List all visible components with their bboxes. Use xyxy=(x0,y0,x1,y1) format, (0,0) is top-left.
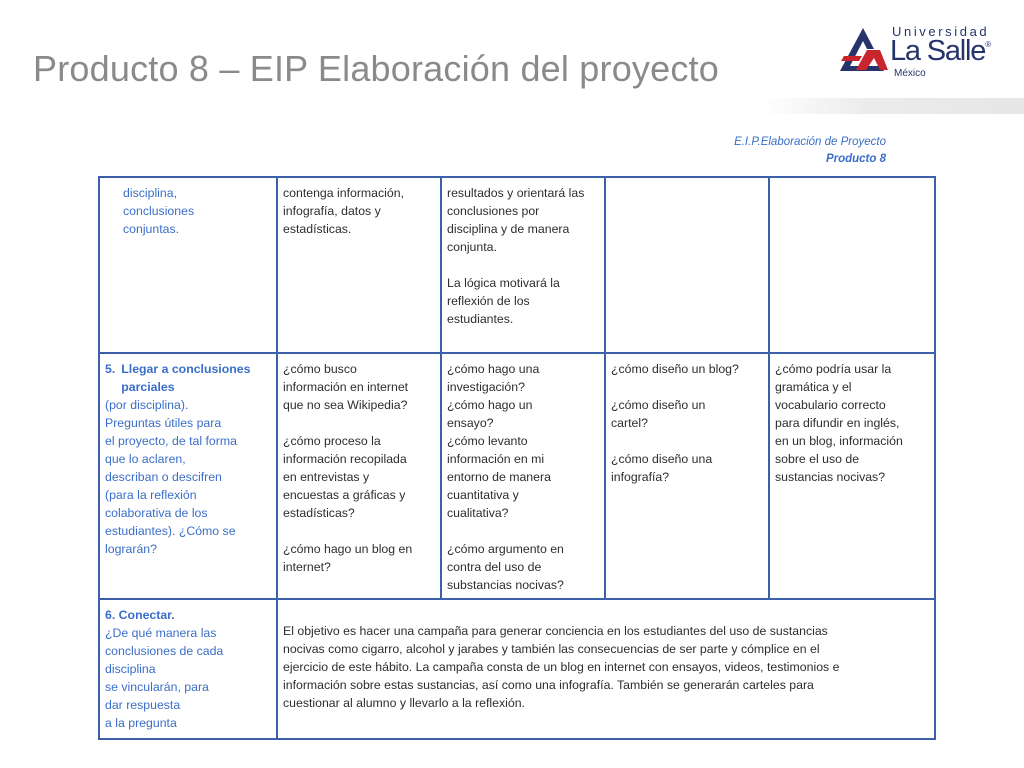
table-cell xyxy=(441,353,605,599)
decorative-band xyxy=(760,98,1024,114)
scanned-document xyxy=(82,116,942,748)
cell-text: disciplina, conclusiones conjuntas. xyxy=(123,186,195,236)
cell-text: ¿cómo proceso la información recopilada en entrevistas y encuestas a gráficas y estadísticas? xyxy=(283,434,407,520)
table-row xyxy=(99,599,935,739)
section-heading xyxy=(105,360,271,396)
table-cell xyxy=(99,353,277,599)
table-cell xyxy=(769,353,935,599)
logo-university-label: Universidad xyxy=(892,24,990,39)
table-cell xyxy=(441,177,605,353)
project-table xyxy=(98,176,936,740)
cell-text: ¿cómo diseño un blog? xyxy=(611,362,739,376)
document-header-title: E.I.P.Elaboración de Proyecto xyxy=(734,136,886,148)
section-heading: 6. Conectar. xyxy=(105,608,175,622)
cell-text: La lógica motivará la reflexión de los estudiantes. xyxy=(447,276,560,326)
section-number: 5. xyxy=(105,362,116,376)
table-cell xyxy=(605,353,769,599)
table-row xyxy=(99,353,935,599)
cell-text: ¿cómo argumento en contra del uso de substancias nocivas? xyxy=(447,542,564,592)
cell-text: ¿cómo busco información en internet que no sea Wikipedia? xyxy=(283,362,409,412)
cell-text: ¿cómo hago un blog en internet? xyxy=(283,542,413,574)
table-cell xyxy=(277,599,935,739)
cell-text: ¿cómo hago una investigación? ¿cómo hago un ensayo? ¿cómo levanto información en mi entorno de manera cuantitativa y cualitativa? xyxy=(447,362,551,520)
table-row xyxy=(99,177,935,353)
la-salle-emblem-icon xyxy=(836,26,892,74)
cell-text: ¿cómo diseño una infografía? xyxy=(611,452,713,484)
cell-text: ¿cómo podría usar la gramática y el vocabulario correcto para difundir en inglés, en un blog, información sobre el uso de sustancias nocivas? xyxy=(775,362,903,484)
section-title: Llegar a conclusiones parciales xyxy=(121,362,251,394)
table-cell xyxy=(605,177,769,353)
cell-text: resultados y orientará las conclusiones por disciplina y de manera conjunta. xyxy=(447,186,585,254)
table-cell xyxy=(277,353,441,599)
cell-text: El objetivo es hacer una campaña para generar conciencia en los estudiantes del uso de sustancias nocivas como cigarro, alcohol y jarabes y también las consecuencias de ser parte y cómplice en el ejercicio de este hábito. La campaña consta de un blog en internet con ensayos, videos, testimonios e información sobre estas sustancias, así como una infografía. También se generarán carteles para cuestionar al alumno y llevarlo a la reflexión. xyxy=(283,624,840,710)
cell-text: contenga información, infografía, datos y estadísticas. xyxy=(283,186,404,236)
cell-text: (por disciplina). Preguntas útiles para el proyecto, de tal forma que lo aclaren, describan o descifren (para la reflexión colaborativa de los estudiantes). ¿Cómo se lograrán? xyxy=(105,398,237,556)
logo-brand-label: La Salle® xyxy=(890,35,992,67)
cell-text: ¿cómo diseño un cartel? xyxy=(611,398,706,430)
table-cell xyxy=(99,177,277,353)
logo-country-label: México xyxy=(894,68,926,79)
la-salle-logo xyxy=(836,22,1006,82)
cell-text: ¿De qué manera las conclusiones de cada disciplina se vincularán, para dar respuesta a la pregunta xyxy=(105,626,224,730)
registered-mark: ® xyxy=(985,40,992,50)
table-cell xyxy=(769,177,935,353)
table-cell xyxy=(99,599,277,739)
table-cell xyxy=(277,177,441,353)
document-header-product: Producto 8 xyxy=(825,153,886,165)
slide-title: Producto 8 – EIP Elaboración del proyecto xyxy=(33,48,719,89)
